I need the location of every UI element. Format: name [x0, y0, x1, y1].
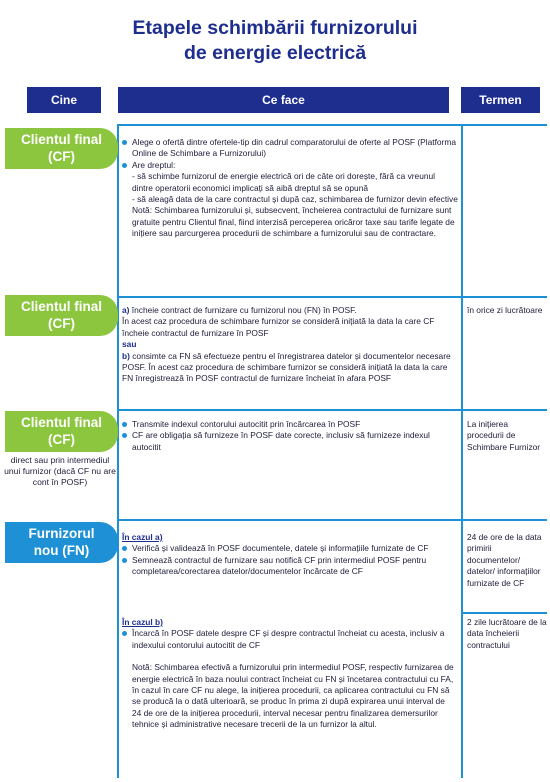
title-line-2: de energie electrică [183, 42, 367, 64]
header-what: Ce face [118, 87, 449, 113]
row-divider [117, 409, 547, 411]
term-divider [461, 612, 547, 614]
row2-term: în orice zi lucrătoare [467, 305, 543, 315]
column-divider-left [117, 124, 119, 778]
page-title [0, 16, 550, 66]
row3-description: Transmite indexul contorului autocitit prin încărcarea în POSF CF are obligația să furnizeze în POSF date corecte, inclusiv să furnizeze indexul autocitit [122, 419, 456, 453]
bullet-icon [122, 422, 127, 427]
title-line-1: Etapele schimbării furnizorului [132, 17, 418, 39]
bullet-icon [122, 631, 127, 636]
badge-client-final-3: Clientul final (CF) [5, 411, 118, 452]
badge-client-final-2: Clientul final (CF) [5, 295, 118, 336]
row4-case-b: În cazul b) Încarcă în POSF datele despre CF și despre contractul încheiat cu acesta, inclusiv a indexului contorului autocitit de CF Notă: Schimbarea efectivă a furnizorului prin intermediul POSF, respectiv furnizarea de energie electrică în baza noului contract încheiat cu FN și încetarea contractului cu FA, în cazul în care CF nu alege, la inițierea procedurii, ca aplicarea contractului cu FN să se producă la o dată ulterioară, se produc în prima zi după expirarea unui interval de 24 de ore de la inițierea procedurii, interval necesar pentru finalizarea demersurilor tehnice și administrative necesare trecerii de la un furnizor la altul. [122, 617, 456, 731]
row1-description: Alege o ofertă dintre ofertele-tip din cadrul comparatorului de oferte al POSF (Platforma Online de Schimbare a Furnizorului) Are dreptul: - să schimbe furnizorul de energie electrică ori de câte ori dorește, fără ca vreunul dintre operatorii economici implicați să aibă dreptul să se opună - să aleagă data de la care contractul și după caz, schimbarea de furnizor devin efective Notă: Schimbarea furnizorului și, subsecvent, încheierea contractului de furnizare sunt gratuite pentru Clientul final, fiind interzisă perceperea oricăror taxe sau tarife legate de inițiere sau parcurgerea procedurii de schimbare a furnizorului sau de contractare. [122, 137, 458, 240]
row4-note: Notă: Schimbarea efectivă a furnizorului prin intermediul POSF, respectiv furnizarea de energie electrică în baza noului contract încheiat cu FN și încetarea contractului cu FA, în cazul în care CF nu alege, la inițierea procedurii, ca aplicarea contractului cu FN să se producă la o dată ulterioară, se produc în prima zi după expirarea unui interval de 24 de ore de la inițierea procedurii, interval necesar pentru finalizarea demersurilor tehnice și administrative necesare trecerii de la un furnizor la altul. [132, 662, 454, 730]
bullet-icon [122, 558, 127, 563]
row-divider [117, 124, 547, 126]
row3-term: La inițierea procedurii de Schimbare Furnizor [467, 419, 541, 452]
row-divider [117, 296, 547, 298]
row2-description: a) încheie contract de furnizare cu furnizorul nou (FN) în POSF. În acest caz procedura de schimbare furnizor se consideră inițiată la data la care CF încheie contractul de furnizare în POSF sau b) consimte ca FN să efectueze pentru el înregistrarea datelor și documentelor necesare POSF. În acest caz procedura de schimbare furnizor se consideră inițiată la data la care FN înregistrează în POSF contractul de furnizare încheiat în afara POSF [122, 305, 451, 384]
row4-term-b: 2 zile lucrătoare de la data încheierii contractului [467, 617, 547, 650]
row4-case-a: În cazul a) Verifică și validează în POSF documentele, datele și informațiile furnizate de CF Semnează contractul de furnizare sau notifică CF prin intermediul POSF pentru completarea/corectarea datelor/documentelor încărcate de CF [122, 532, 429, 577]
bullet-icon [122, 546, 127, 551]
bullet-icon [122, 163, 127, 168]
row3-subtitle: direct sau prin intermediul unui furnizor (dacă CF nu are cont în POSF) [4, 455, 116, 487]
bullet-icon [122, 433, 127, 438]
badge-client-final-1: Clientul final (CF) [5, 128, 118, 169]
bullet-icon [122, 140, 127, 145]
row4-term-a: 24 de ore de la data primirii documentelor/ datelor/ informațiilor furnizate de CF [467, 532, 542, 588]
header-term: Termen [461, 87, 540, 113]
column-divider-right [461, 124, 463, 778]
badge-furnizor-nou: Furnizorul nou (FN) [5, 522, 118, 563]
header-who: Cine [27, 87, 101, 113]
row-divider [117, 519, 547, 521]
